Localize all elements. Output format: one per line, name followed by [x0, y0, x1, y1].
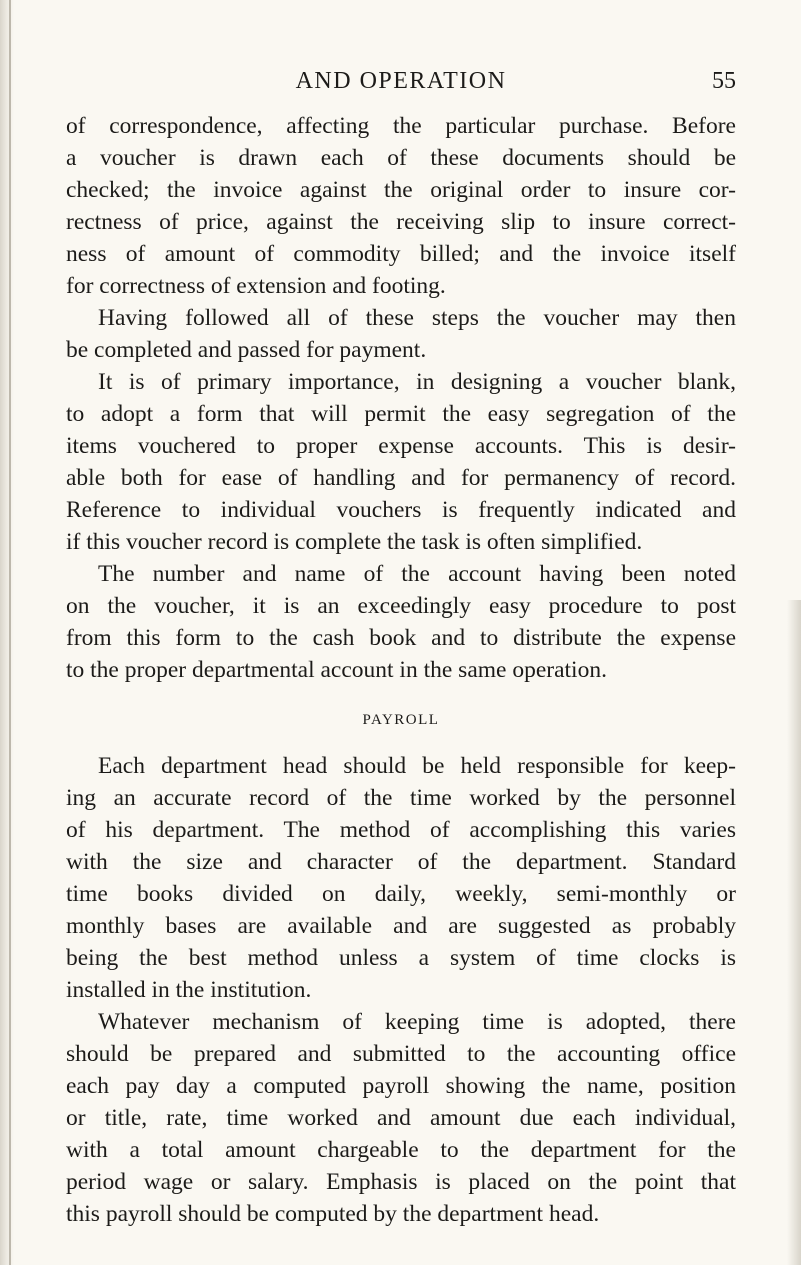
text-line: for correctness of extension and footing. — [66, 273, 446, 299]
paragraph — [66, 302, 736, 366]
running-head — [66, 66, 736, 96]
text-line: rectness of price, against the receiving slip to insure correct- — [66, 209, 736, 235]
text-line: be completed and passed for payment. — [66, 337, 427, 363]
paragraph — [66, 110, 736, 302]
text-line: each pay day a computed payroll showing the name, position — [66, 1073, 736, 1099]
body-text — [66, 110, 736, 1230]
page-binding-edge — [9, 0, 11, 1265]
text-line: to the proper departmental account in the same operation. — [66, 657, 607, 683]
text-line: period wage or salary. Emphasis is placed on the point that — [66, 1169, 736, 1195]
text-line: of correspondence, affecting the particular purchase. Before — [66, 113, 736, 139]
running-title: AND OPERATION — [295, 68, 507, 94]
text-line: able both for ease of handling and for permanency of record. — [66, 465, 736, 491]
text-line: installed in the institution. — [66, 977, 312, 1003]
text-line: this payroll should be computed by the department head. — [66, 1201, 600, 1227]
text-line: It is of primary importance, in designing a voucher blank, — [98, 369, 736, 395]
text-line: ness of amount of commodity billed; and the invoice itself — [66, 241, 736, 267]
section-heading: PAYROLL — [362, 712, 440, 728]
text-line: or title, rate, time worked and amount due each individual, — [66, 1105, 736, 1131]
page-gutter-shadow — [0, 0, 14, 1265]
text-line: with a total amount chargeable to the department for the — [66, 1137, 736, 1163]
text-line: on the voucher, it is an exceedingly easy procedure to post — [66, 593, 736, 619]
text-line: items vouchered to proper expense accounts. This is desir- — [66, 433, 736, 459]
text-line: monthly bases are available and are suggested as probably — [66, 913, 736, 939]
text-line: being the best method unless a system of time clocks is — [66, 945, 736, 971]
paragraph — [66, 1006, 736, 1230]
text-line: checked; the invoice against the original order to insure cor- — [66, 177, 736, 203]
text-line: Having followed all of these steps the voucher may then — [98, 305, 736, 331]
text-line: Reference to individual vouchers is frequently indicated and — [66, 497, 736, 523]
text-line: with the size and character of the department. Standard — [66, 849, 736, 875]
text-line: ing an accurate record of the time worked by the personnel — [66, 785, 736, 811]
text-line: should be prepared and submitted to the accounting office — [66, 1041, 736, 1067]
text-line: of his department. The method of accomplishing this varies — [66, 817, 736, 843]
text-line: time books divided on daily, weekly, semi-monthly or — [66, 881, 736, 907]
text-line: a voucher is drawn each of these documents should be — [66, 145, 736, 171]
text-line: from this form to the cash book and to distribute the expense — [66, 625, 736, 651]
text-line: Whatever mechanism of keeping time is adopted, there — [98, 1009, 736, 1035]
text-line: if this voucher record is complete the task is often simplified. — [66, 529, 643, 555]
text-line: to adopt a form that will permit the easy segregation of the — [66, 401, 736, 427]
page-edge-shadow — [787, 600, 801, 1265]
text-line: The number and name of the account having been noted — [98, 561, 736, 587]
text-line: Each department head should be held responsible for keep- — [98, 753, 736, 779]
page-number: 55 — [712, 68, 736, 94]
paragraph — [66, 750, 736, 1006]
paragraph — [66, 558, 736, 686]
paragraph — [66, 366, 736, 558]
